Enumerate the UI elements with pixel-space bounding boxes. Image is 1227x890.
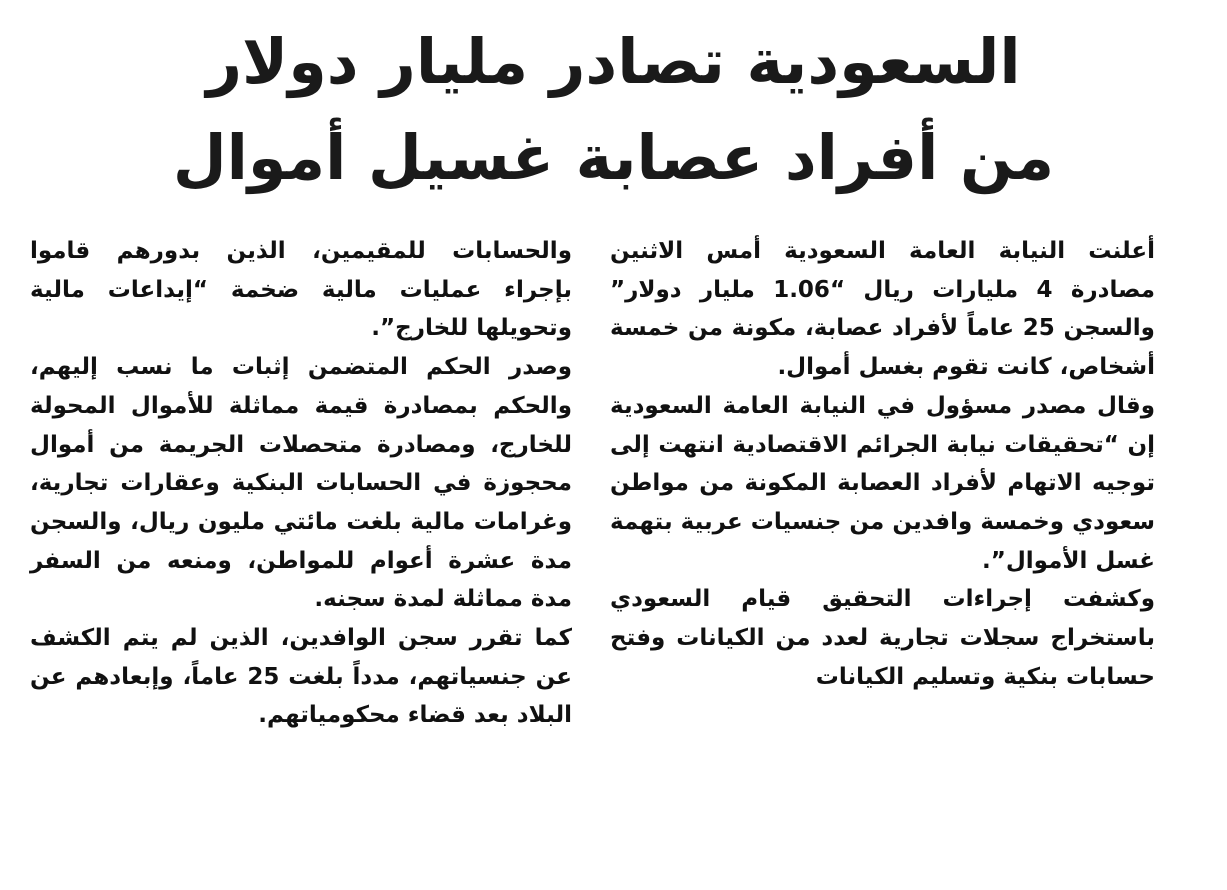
paragraph: وصدر الحكم المتضمن إثبات ما نسب إليهم، والحكم بمصادرة قيمة مماثلة للأموال المحولة للخارج، ومصادرة متحصلات الجريمة من أموال محجوزة في الحسابات البنكية وعقارات تجارية، وغرامات مالية بلغت مائتي مليون ريال، والسجن مدة عشرة أعوام للمواطن، ومنعه من السفر مدة مماثلة لمدة سجنه. xyxy=(30,354,572,613)
article-headline xyxy=(60,14,1167,206)
paragraph: وكشفت إجراءات التحقيق قيام السعودي باستخراج سجلات تجارية لعدد من الكيانات وفتح حسابات بنكية وتسليم الكيانات xyxy=(610,586,1155,690)
article-column-right xyxy=(610,232,1155,696)
paragraph: وقال مصدر مسؤول في النيابة العامة السعودية إن “تحقيقات نيابة الجرائم الاقتصادية انتهت إلى توجيه الاتهام لأفراد العصابة المكونة من مواطن سعودي وخمسة وافدين من جنسيات عربية بتهمة غسل الأموال”. xyxy=(610,392,1155,574)
article-column-left xyxy=(30,232,572,735)
paragraph: والحسابات للمقيمين، الذين بدورهم قاموا بإجراء عمليات مالية ضخمة “إيداعات مالية وتحويلها للخارج”. xyxy=(30,238,572,342)
paragraph: أعلنت النيابة العامة السعودية أمس الاثنين مصادرة 4 مليارات ريال “1.06 مليار دولار” والسجن 25 عاماً لأفراد عصابة، مكونة من خمسة أشخاص، كانت تقوم بغسل أموال. xyxy=(610,238,1155,381)
headline-line-2: من أفراد عصابة غسيل أموال xyxy=(172,121,1055,194)
paragraph: كما تقرر سجن الوافدين، الذين لم يتم الكشف عن جنسياتهم، مدداً بلغت 25 عاماً، وإبعادهم عن البلاد بعد قضاء محكومياتهم. xyxy=(30,625,572,729)
headline-line-1: السعودية تصادر مليار دولار xyxy=(206,25,1021,98)
